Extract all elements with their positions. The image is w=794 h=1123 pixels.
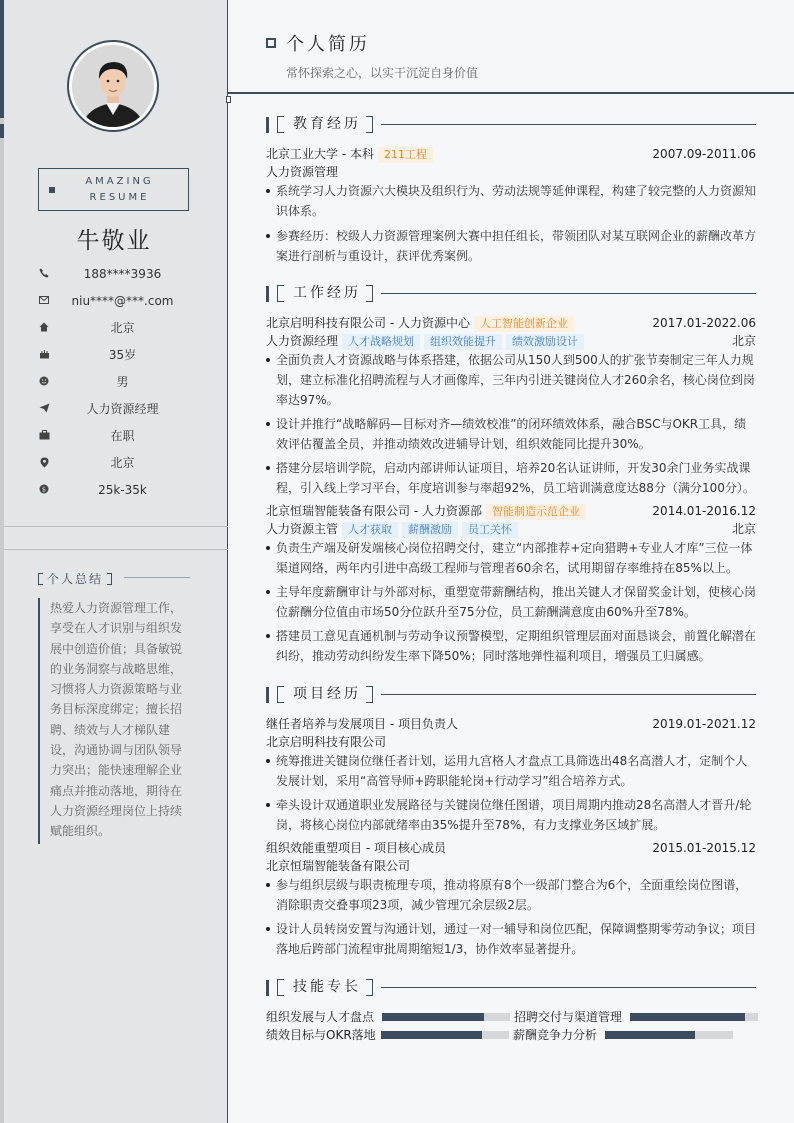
school-tag: 211工程 — [378, 147, 433, 163]
job-date: 2014.01-2016.12 — [652, 504, 756, 518]
section-line — [381, 694, 756, 695]
education-header — [266, 146, 756, 163]
skill-name: 招聘交付与渠道管理 — [514, 1010, 623, 1024]
section-title: 工作经历 — [293, 285, 361, 301]
header-divider — [228, 92, 794, 94]
job-bullet: 负责生产端及研发端核心岗位招聘交付，建立“内部推荐+定向猎聘+专业人才库”三位一体渠道网络，两年内引进中高级工程师与管理者60余名，试用期留存率维持在85%以上。 — [266, 538, 756, 578]
tag-line-2: RESUME — [89, 192, 150, 203]
gender-icon — [38, 375, 50, 387]
info-text: niu****@***.com — [71, 294, 174, 308]
mail-icon — [38, 294, 50, 306]
skill-bar-fill — [630, 1013, 745, 1021]
project-header — [266, 716, 756, 733]
education-date: 2007.09-2011.06 — [652, 147, 756, 161]
job-position-row — [266, 521, 756, 538]
info-age — [0, 346, 228, 366]
project-name: 组织效能重塑项目 - 项目核心成员 — [266, 841, 446, 855]
company-tag: 智能制造示范企业 — [486, 504, 586, 520]
project-org: 北京恒瑞智能装备有限公司 — [266, 859, 411, 873]
info-position — [0, 400, 228, 420]
section-line — [381, 293, 756, 294]
section-bar — [266, 980, 269, 996]
skill-bar-fill — [605, 1031, 695, 1039]
tag-line-1: AMAZING — [85, 176, 154, 187]
position: 人力资源主管 — [266, 522, 339, 536]
project-bullet: 牵头设计双通道职业发展路径与关键岗位继任图谱，项目周期内推动28名高潜人才晋升/轮岗，将核心岗位内部就绪率由35%提升至78%，有力支撑业务区域扩展。 — [266, 795, 756, 835]
phone-icon — [38, 267, 50, 279]
major: 人力资源管理 — [266, 165, 339, 179]
bracket-right-icon — [366, 979, 373, 996]
page-subtitle: 常怀探索之心，以实干沉淀自身价值 — [286, 66, 479, 80]
section-line — [381, 124, 756, 125]
section-title: 项目经历 — [293, 686, 361, 702]
salary-icon — [38, 483, 50, 495]
skill-bar — [630, 1013, 758, 1021]
job-bullet: 设计并推行“战略解码—目标对齐—绩效校准”的闭环绩效体系，融合BSC与OKR工具，绩效评估覆盖全员，并推动绩效改进辅导计划，组织效能同比提升30%。 — [266, 414, 756, 454]
company: 北京启明科技有限公司 - 人力资源中心 — [266, 316, 470, 330]
skill-tag: 组织效能提升 — [424, 334, 502, 350]
info-target-city — [0, 454, 228, 474]
sidebar-stripe — [0, 0, 4, 1123]
info-text: 188****3936 — [83, 267, 162, 281]
company: 北京恒瑞智能装备有限公司 - 人力资源部 — [266, 504, 482, 518]
info-status — [0, 427, 228, 447]
job-bullet: 搭建员工意见直通机制与劳动争议预警模型，定期组织管理层面对面恳谈会，前置化解潜在纠纷，推动劳动纠纷发生率下降50%；同时落地弹性福利项目，增强员工归属感。 — [266, 626, 756, 666]
info-text: 男 — [116, 375, 129, 389]
bracket-right-icon — [366, 116, 373, 133]
info-text: 在职 — [110, 429, 135, 443]
bracket-left-icon — [277, 116, 284, 133]
skill-bar-fill — [382, 1013, 484, 1021]
square-bullet-icon — [49, 187, 55, 193]
bracket-right-icon — [107, 573, 112, 585]
section-line — [381, 987, 756, 988]
job-city: 北京 — [731, 522, 756, 536]
bracket-left-icon — [38, 573, 43, 585]
skill-bar — [605, 1031, 733, 1039]
job-header — [266, 315, 756, 332]
job-city: 北京 — [731, 334, 756, 348]
info-phone — [0, 265, 228, 285]
skill-bar-fill — [381, 1031, 482, 1039]
profile-photo — [72, 45, 154, 127]
skill-bar — [381, 1031, 509, 1039]
job-position-row — [266, 333, 756, 350]
position: 人力资源经理 — [266, 334, 339, 348]
skill-tag: 人才获取 — [342, 522, 398, 538]
education-bullet: 参赛经历：校级人力资源管理案例大赛中担任组长，带领团队对某互联网企业的薪酬改革方案进行剖析与重设计，获评优秀案例。 — [266, 226, 756, 266]
location-pin-icon — [38, 456, 50, 468]
info-city — [0, 319, 228, 339]
section-education — [266, 116, 756, 134]
section-projects — [266, 686, 756, 704]
summary-text: 热爱人力资源管理工作，享受在人才识别与组织发展中创造价值；具备敏锐的业务洞察与战略思维，习惯将人力资源策略与业务目标深度绑定；擅长招聘、绩效与人才梯队建设，沟通协调与团队领导力突出；能快速理解企业痛点并推动落地，期待在人力资源经理岗位上持续赋能组织。 — [38, 598, 188, 844]
sidebar-divider — [4, 549, 228, 550]
info-text: 北京 — [110, 321, 135, 335]
avatar — [67, 40, 159, 132]
job-bullet: 全面负责人才资源战略与体系搭建，依据公司从150人到500人的扩张节奏制定三年人力规划，建立标准化招聘流程与人才画像库，三年内引进关键岗位人才260余名，核心岗位到岗率达97%。 — [266, 350, 756, 410]
job-bullet: 搭建分层培训学院，启动内部讲师认证项目，培养20名认证讲师，开发30余门业务实战课程，引入线上学习平台，年度培训参与率超92%，员工培训满意度达88分（满分100分）。 — [266, 458, 756, 498]
info-email — [0, 292, 228, 312]
skill-name: 绩效目标与OKR落地 — [266, 1028, 376, 1042]
amazing-resume-tag — [38, 168, 189, 211]
info-text: 人力资源经理 — [86, 402, 159, 416]
bracket-left-icon — [277, 686, 284, 703]
section-title: 教育经历 — [293, 116, 361, 132]
skill-tag: 人才战略规划 — [342, 334, 420, 350]
project-date: 2019.01-2021.12 — [652, 717, 756, 731]
bracket-left-icon — [277, 285, 284, 302]
home-icon — [38, 321, 50, 333]
project-bullet: 参与组织层级与职责梳理专项，推动将原有8个一级部门整合为6个，全面重绘岗位图谱，消除职责交叠事项23项，减少管理冗余层级2层。 — [266, 875, 756, 915]
skill-name: 薪酬竞争力分析 — [513, 1028, 598, 1042]
summary-title-text: 个人总结 — [47, 572, 104, 586]
sidebar-divider — [4, 526, 228, 527]
info-gender — [0, 373, 228, 393]
project-header — [266, 840, 756, 857]
project-bullet: 设计人员转岗安置与沟通计划，通过一对一辅导和岗位匹配，保障调整期零劳动争议；项目落地后跨部门流程审批周期缩短1/3，协作效率显著提升。 — [266, 919, 756, 959]
person-name: 牛敬业 — [76, 228, 152, 254]
section-title: 技能专长 — [293, 979, 361, 995]
education-bullet: 系统学习人力资源六大模块及组织行为、劳动法规等延伸课程，构建了较完整的人力资源知识体系。 — [266, 181, 756, 221]
bracket-right-icon — [366, 686, 373, 703]
svg-text:$: $ — [41, 485, 47, 494]
skill-name: 组织发展与人才盘点 — [266, 1010, 375, 1024]
section-bar — [266, 117, 269, 133]
company-tag: 人工智能创新企业 — [474, 316, 574, 332]
page-title: 个人简历 — [286, 34, 370, 55]
project-name: 继任者培养与发展项目 - 项目负责人 — [266, 717, 458, 731]
job-header — [266, 503, 756, 520]
job-date: 2017.01-2022.06 — [652, 316, 756, 330]
section-bar — [266, 687, 269, 703]
summary-title — [38, 570, 112, 587]
section-bar — [266, 286, 269, 302]
school: 北京工业大学 - 本科 — [266, 147, 374, 161]
cake-icon — [38, 348, 50, 360]
info-text: 25k-35k — [98, 483, 147, 497]
skill-tag: 薪酬激励 — [402, 522, 458, 538]
title-square-icon — [266, 38, 276, 48]
section-skills — [266, 979, 756, 997]
skill-bar — [382, 1013, 510, 1021]
skill-tag: 员工关怀 — [462, 522, 518, 538]
bracket-right-icon — [366, 285, 373, 302]
info-text: 35岁 — [108, 348, 137, 362]
paper-plane-icon — [38, 402, 50, 414]
project-date: 2015.01-2015.12 — [652, 841, 756, 855]
project-org: 北京启明科技有限公司 — [266, 735, 387, 749]
info-text: 北京 — [110, 456, 135, 470]
section-work — [266, 285, 756, 303]
header-marker — [226, 96, 231, 103]
briefcase-icon — [38, 429, 50, 441]
summary-title-line — [124, 577, 190, 578]
bracket-left-icon — [277, 979, 284, 996]
job-bullet: 主导年度薪酬审计与外部对标，重塑宽带薪酬结构，推出关键人才保留奖金计划，使核心岗位薪酬分位值由市场50分位跃升至75分位，员工薪酬满意度由60%升至78%。 — [266, 582, 756, 622]
project-bullet: 统筹推进关键岗位继任者计划，运用九宫格人才盘点工具筛选出48名高潜人才，定制个人发展计划，采用“高管导师+跨职能轮岗+行动学习”组合培养方式。 — [266, 751, 756, 791]
info-salary — [0, 481, 228, 501]
skill-tag: 绩效激励设计 — [506, 334, 584, 350]
